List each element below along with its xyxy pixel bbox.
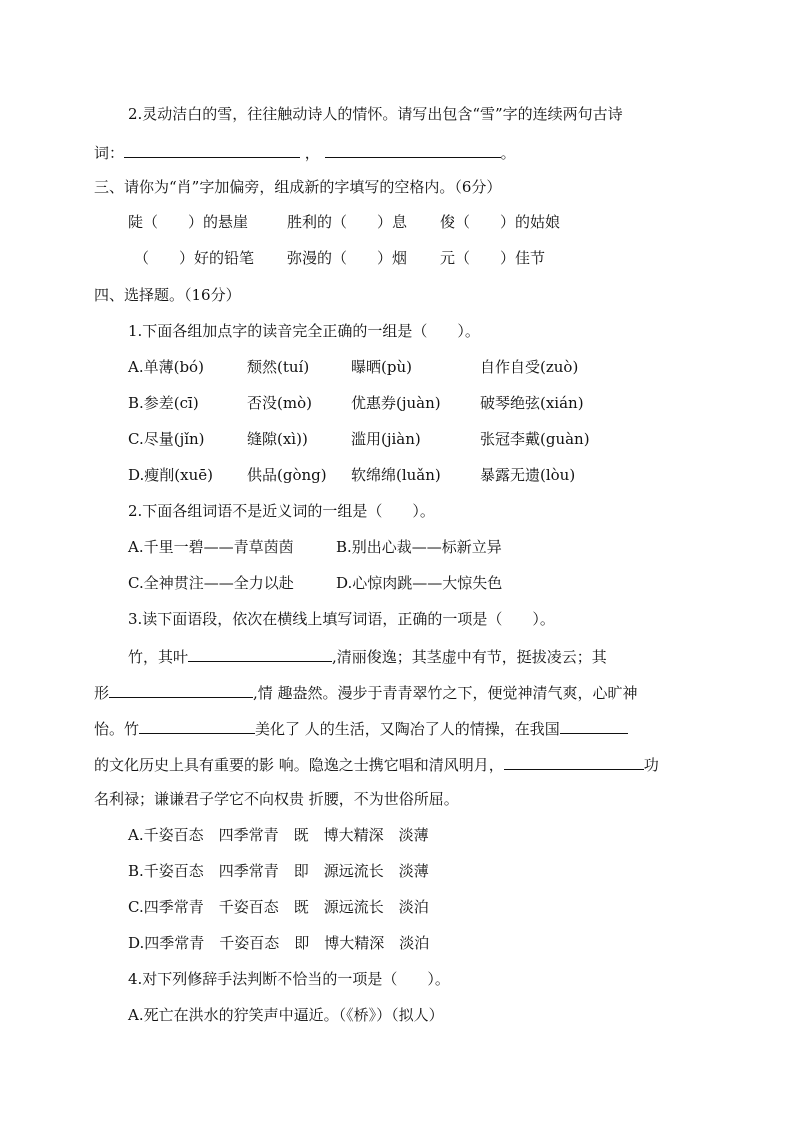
q1-option-item: 自作自受(zuò) xyxy=(480,358,579,376)
q3-option: D.四季常青 千姿百态 即 博大精深 淡泊 xyxy=(128,934,430,952)
q1-option-item: 曝晒(pù) xyxy=(351,358,412,376)
q1-option-item: 暴露无遗(lòu) xyxy=(480,466,576,484)
q3-text: 美化了 人的生活，又陶冶了人的情操，在我国 xyxy=(255,720,560,738)
sec3-item: 元（ ）佳节 xyxy=(440,249,546,267)
q2-answer-line xyxy=(94,141,516,163)
q3-passage-line xyxy=(94,753,659,775)
q1-option-item: 否没(mò) xyxy=(247,394,312,412)
q1-option-item: B.参差(cī) xyxy=(128,394,199,412)
q3-blank-2[interactable] xyxy=(109,681,253,698)
q2-blank-1[interactable] xyxy=(124,141,300,158)
sec3-item: （ ）好的铅笔 xyxy=(134,249,255,267)
q3-text: 竹，其叶 xyxy=(128,648,189,666)
q2-stem: 2.下面各组词语不是近义词的一组是（ ）。 xyxy=(128,502,435,520)
q2-option-item: A.千里一碧——青草茵茵 xyxy=(128,538,294,556)
q4-option-a: A.死亡在洪水的狞笑声中逼近。（《桥》）（拟人） xyxy=(128,1006,444,1024)
q2-blank-2[interactable] xyxy=(325,141,501,158)
q2-end: 。 xyxy=(500,144,516,162)
q1-option-item: C.尽量(jǐn) xyxy=(128,430,205,448)
sec3-item: 弥漫的（ ）烟 xyxy=(287,249,408,267)
q3-passage-line xyxy=(94,681,638,703)
q3-blank-1[interactable] xyxy=(188,645,332,662)
q1-stem: 1.下面各组加点字的读音完全正确的一组是（ ）。 xyxy=(128,322,480,340)
q2-intro: 2.灵动洁白的雪，往往触动诗人的情怀。请写出包含“雪”字的连续两句古诗 xyxy=(128,105,623,123)
q3-blank-5[interactable] xyxy=(504,753,644,770)
q3-text: ,情 趣盎然。漫步于青青翠竹之下，便觉神清气爽，心旷神 xyxy=(253,684,638,702)
q3-text: ,清丽俊逸；其茎虚中有节，挺拔凌云；其 xyxy=(332,648,607,666)
q2-option-item: C.全神贯注——全力以赴 xyxy=(128,574,294,592)
q1-option-item: 滥用(jiàn) xyxy=(351,430,421,448)
q1-option-item: 颓然(tuí) xyxy=(247,358,310,376)
q3-blank-4[interactable] xyxy=(560,717,628,734)
sec3-item: 陡（ ）的悬崖 xyxy=(128,213,249,231)
q1-option-item: 供品(gòng) xyxy=(247,466,327,484)
q2-option-item: B.别出心裁——标新立异 xyxy=(336,538,502,556)
q1-option-item: D.瘦削(xuē) xyxy=(128,466,213,484)
q3-text: 的文化历史上具有重要的影 响。隐逸之士携它唱和清风明月， xyxy=(94,756,504,774)
q2-prefix: 词： xyxy=(94,144,125,162)
q3-stem: 3.读下面语段，依次在横线上填写词语，正确的一项是（ ）。 xyxy=(128,610,555,628)
q3-blank-3[interactable] xyxy=(139,717,255,734)
q1-option-item: A.单薄(bó) xyxy=(128,358,204,376)
q3-option: C.四季常青 千姿百态 既 源远流长 淡泊 xyxy=(128,898,429,916)
q1-option-item: 张冠李戴(guàn) xyxy=(480,430,590,448)
q3-text: 怡。竹 xyxy=(94,720,140,738)
q1-option-item: 缝隙(xì)) xyxy=(247,430,308,448)
q3-option: A.千姿百态 四季常青 既 博大精深 淡薄 xyxy=(128,826,429,844)
q3-passage-line xyxy=(94,717,628,739)
q2-separator: ， xyxy=(304,144,320,162)
q3-passage-line xyxy=(128,645,607,667)
q2-option-item: D.心惊肉跳——大惊失色 xyxy=(336,574,503,592)
q1-option-item: 破琴绝弦(xián) xyxy=(480,394,584,412)
q1-option-item: 软绵绵(luǎn) xyxy=(351,466,441,484)
q1-option-item: 优惠券(juàn) xyxy=(351,394,441,412)
q3-passage-line: 名利禄；谦谦君子学它不向权贵 折腰，不为世俗所屈。 xyxy=(94,790,459,808)
q4-stem: 4.对下列修辞手法判断不恰当的一项是（ ）。 xyxy=(128,970,450,988)
q3-text: 功 xyxy=(643,756,659,774)
q3-option: B.千姿百态 四季常青 即 源远流长 淡薄 xyxy=(128,862,429,880)
q3-text: 形 xyxy=(94,684,110,702)
sec3-item: 胜利的（ ）息 xyxy=(287,213,408,231)
section4-title: 四、选择题。（16分） xyxy=(94,286,241,304)
section3-title: 三、请你为“肖”字加偏旁，组成新的字填写的空格内。（6分） xyxy=(94,178,502,196)
sec3-item: 俊（ ）的姑娘 xyxy=(440,213,561,231)
